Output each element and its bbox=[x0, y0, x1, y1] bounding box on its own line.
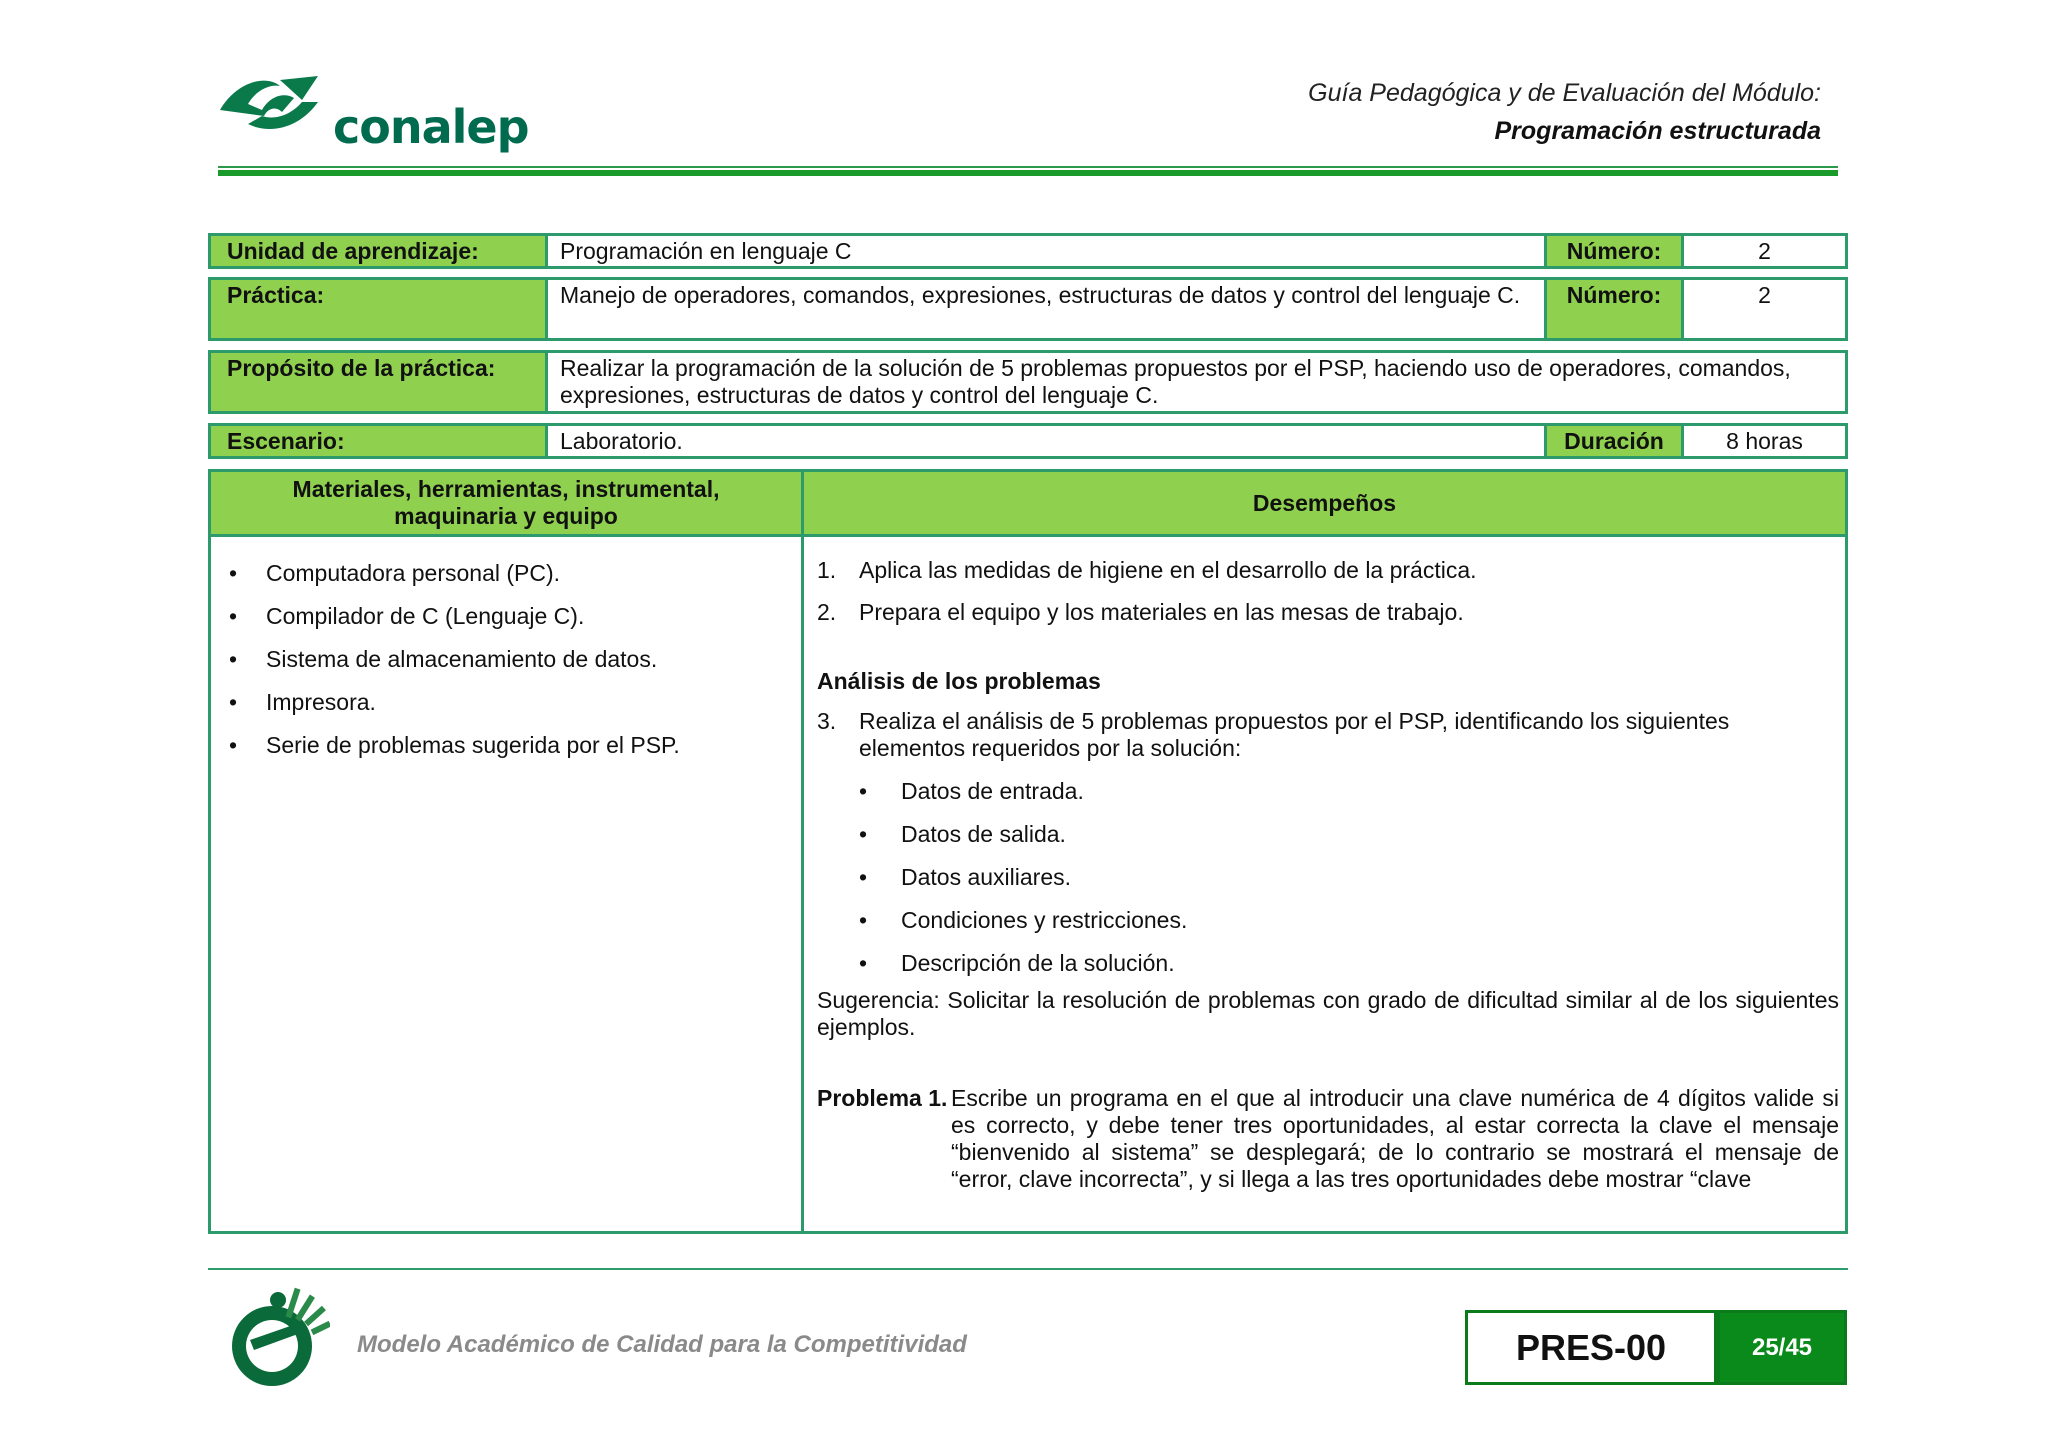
problem-text: Escribe un programa en el que al introducir una clave numérica de 4 dígitos valide si es correcto, y debe tener tres oportunidades, al estar correcta la clave el mensaje “bienvenido al sistema” se desplegará; de lo contrario se mostrará el mensaje de “error, clave incorrecta”, y si llega a las tres oportunidades debe mostrar “clave bbox=[951, 1085, 1839, 1192]
list-item: • Descripción de la solución. bbox=[859, 950, 1839, 977]
step-text: Prepara el equipo y los materiales en las mesas de trabajo. bbox=[859, 599, 1464, 625]
proposito-label: Propósito de la práctica: bbox=[211, 353, 545, 411]
analysis-heading: Análisis de los problemas bbox=[817, 668, 1101, 694]
materials-header: Materiales, herramientas, instrumental, maquinaria y equipo bbox=[292, 476, 720, 529]
step-text: Aplica las medidas de higiene en el desarrollo de la práctica. bbox=[859, 557, 1477, 583]
unidad-label: Unidad de aprendizaje: bbox=[211, 236, 545, 266]
model-text: Modelo Académico de Calidad para la Competitividad bbox=[357, 1331, 967, 1358]
row-proposito bbox=[208, 350, 1848, 414]
step-number: 2. bbox=[817, 599, 837, 625]
list-item: • Computadora personal (PC). bbox=[219, 560, 789, 587]
quality-model-logo-icon bbox=[226, 1284, 330, 1394]
row-escenario bbox=[208, 423, 1848, 459]
practica-number-label: Número: bbox=[1547, 280, 1681, 338]
list-item: • Serie de problemas sugerida por el PSP. bbox=[219, 732, 789, 759]
column-divider bbox=[801, 472, 804, 1231]
practica-number-value: 2 bbox=[1758, 282, 1771, 308]
step-item bbox=[817, 599, 1839, 626]
step-item bbox=[817, 708, 1839, 762]
document-code: PRES-00 bbox=[1465, 1310, 1717, 1385]
problem-label: Problema 1. bbox=[817, 1085, 948, 1111]
row-unidad bbox=[208, 233, 1848, 269]
header-divider bbox=[218, 166, 1838, 168]
practica-value: Manejo de operadores, comandos, expresiones, estructuras de datos y control del lenguaje C. bbox=[560, 282, 1521, 308]
list-item: • Datos de entrada. bbox=[859, 778, 1839, 805]
duracion-value: 8 horas bbox=[1726, 428, 1803, 454]
conalep-wordmark: conalep bbox=[333, 100, 529, 154]
list-item: • Sistema de almacenamiento de datos. bbox=[219, 646, 789, 673]
step-number: 1. bbox=[817, 557, 837, 583]
escenario-label: Escenario: bbox=[211, 426, 545, 456]
step-number: 3. bbox=[817, 708, 837, 734]
elements-list bbox=[817, 778, 1839, 977]
suggestion-text: Sugerencia: Solicitar la resolución de problemas con grado de dificultad similar al de los siguientes ejemplos. bbox=[817, 987, 1839, 1040]
escenario-value: Laboratorio. bbox=[560, 428, 683, 454]
row-practica bbox=[208, 277, 1848, 341]
header-divider-thick bbox=[218, 170, 1838, 176]
guide-title: Guía Pedagógica y de Evaluación del Módulo: bbox=[1308, 79, 1821, 107]
list-item: • Condiciones y restricciones. bbox=[859, 907, 1839, 934]
list-item: • Compilador de C (Lenguaje C). bbox=[219, 603, 789, 630]
practica-label: Práctica: bbox=[211, 280, 545, 338]
performance-content bbox=[817, 557, 1839, 1193]
performance-header: Desempeños bbox=[1252, 489, 1397, 516]
problem-1 bbox=[817, 1085, 1839, 1193]
step-text: Realiza el análisis de 5 problemas propuestos por el PSP, identificando los siguientes elementos requeridos por la solución: bbox=[859, 708, 1730, 761]
proposito-value: Realizar la programación de la solución de 5 problemas propuestos por el PSP, haciendo uso de operadores, comandos, expresiones, estructuras de datos y control del lenguaje C. bbox=[560, 355, 1791, 408]
list-item: • Impresora. bbox=[219, 689, 789, 716]
conalep-emblem-icon bbox=[218, 72, 328, 144]
step-item bbox=[817, 557, 1839, 584]
unidad-number-label: Número: bbox=[1547, 236, 1681, 266]
table-header bbox=[211, 472, 1845, 537]
unidad-number-value: 2 bbox=[1758, 238, 1771, 264]
unidad-value: Programación en lenguaje C bbox=[560, 238, 852, 264]
footer-divider bbox=[208, 1268, 1848, 1270]
list-item: • Datos de salida. bbox=[859, 821, 1839, 848]
header-title bbox=[1308, 74, 1821, 150]
page-number: 25/45 bbox=[1717, 1310, 1847, 1385]
duracion-label: Duración bbox=[1547, 426, 1681, 456]
practice-table bbox=[208, 469, 1848, 1234]
conalep-logo bbox=[218, 72, 529, 162]
materials-list bbox=[219, 560, 789, 775]
list-item: • Datos auxiliares. bbox=[859, 864, 1839, 891]
module-name: Programación estructurada bbox=[1494, 117, 1821, 145]
